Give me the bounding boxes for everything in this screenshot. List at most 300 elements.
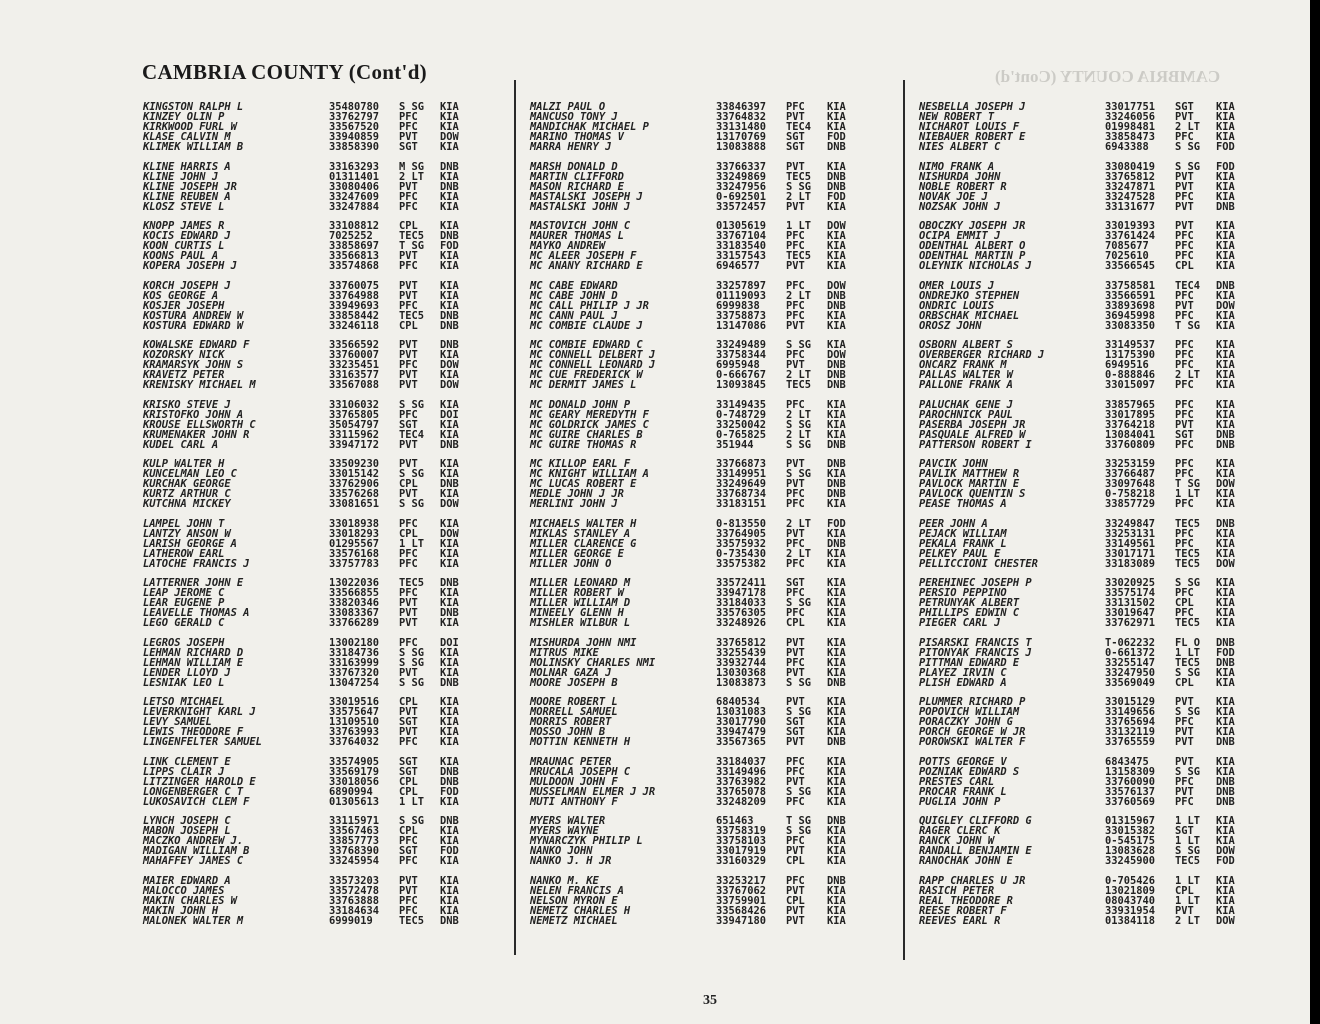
entry-name: OMER LOUIS J bbox=[919, 279, 995, 292]
entry-name: PEKALA FRANK L bbox=[919, 537, 1007, 550]
entry-rank: PFC bbox=[786, 656, 805, 669]
entry-name: NESBELLA JOSEPH J bbox=[919, 101, 1026, 113]
entry-serial: 33183540 bbox=[716, 240, 767, 253]
entry-serial: 33249869 bbox=[716, 170, 767, 183]
entry-status: KIA bbox=[440, 617, 459, 630]
roster-entry bbox=[143, 142, 503, 152]
entry-rank: PVT bbox=[786, 458, 805, 470]
entry-status: KIA bbox=[827, 646, 846, 659]
entry-serial: 33766337 bbox=[716, 160, 767, 173]
entry-status: KIA bbox=[827, 656, 846, 669]
entry-status: KIA bbox=[1216, 309, 1235, 322]
entry-rank: 2 LT bbox=[786, 428, 812, 441]
entry-rank: PFC bbox=[1175, 379, 1194, 392]
entry-status: KIA bbox=[1216, 131, 1235, 144]
entry-rank: SGT bbox=[1175, 825, 1194, 838]
entry-serial: 33115962 bbox=[329, 428, 380, 441]
entry-rank: SGT bbox=[1175, 428, 1194, 441]
entry-name: KIRKWOOD FURL W bbox=[143, 121, 237, 134]
roster-group bbox=[530, 281, 895, 341]
entry-name: MITRUS MIKE bbox=[530, 646, 599, 659]
entry-rank: PVT bbox=[399, 369, 418, 382]
entry-rank: PFC bbox=[786, 765, 805, 778]
entry-name: MICHAELS WALTER H bbox=[530, 517, 637, 530]
entry-serial: 651463 bbox=[716, 815, 754, 827]
entry-rank: 1 LT bbox=[1175, 835, 1201, 848]
roster-group bbox=[530, 221, 895, 281]
entry-name: LEWIS THEODORE F bbox=[143, 726, 244, 739]
entry-serial: 33767062 bbox=[716, 884, 767, 897]
entry-serial: 33245900 bbox=[1105, 855, 1156, 868]
entry-rank: PVT bbox=[399, 617, 418, 630]
entry-serial: 33163999 bbox=[329, 656, 380, 669]
entry-name: KNOPP JAMES R bbox=[143, 220, 225, 232]
entry-rank: PVT bbox=[1175, 736, 1194, 749]
roster-group bbox=[530, 638, 895, 698]
entry-rank: PFC bbox=[786, 488, 805, 501]
entry-name: PEER JOHN A bbox=[919, 517, 988, 530]
entry-status: DNB bbox=[440, 438, 459, 451]
roster-group bbox=[530, 876, 895, 936]
entry-name: PALUCHAK GENE J bbox=[919, 398, 1013, 411]
entry-name: MASTOVICH JOHN C bbox=[530, 220, 631, 232]
entry-serial: 33184736 bbox=[329, 646, 380, 659]
entry-status: DOW bbox=[1216, 557, 1235, 570]
entry-rank: S SG bbox=[1175, 577, 1201, 589]
entry-serial: 33568426 bbox=[716, 904, 767, 917]
entry-rank: 2 LT bbox=[399, 170, 425, 183]
entry-status: KIA bbox=[440, 170, 459, 183]
roster-group bbox=[143, 281, 503, 341]
entry-name: MULDOON JOHN F bbox=[530, 775, 618, 788]
entry-serial: 13109510 bbox=[329, 716, 380, 729]
entry-name: MINEELY GLENN H bbox=[530, 607, 624, 620]
roster-group bbox=[143, 102, 503, 162]
entry-rank: PVT bbox=[1175, 904, 1194, 917]
entry-status: KIA bbox=[440, 220, 459, 232]
entry-serial: 33567520 bbox=[329, 121, 380, 134]
roster-group bbox=[919, 340, 1299, 400]
entry-serial: 33163293 bbox=[329, 160, 380, 173]
entry-name: KINGSTON RALPH L bbox=[143, 101, 244, 113]
entry-status: KIA bbox=[827, 617, 846, 630]
entry-rank: PVT bbox=[399, 597, 418, 610]
entry-status: KIA bbox=[440, 250, 459, 263]
entry-name: NEMETZ CHARLES H bbox=[530, 904, 631, 917]
entry-name: KUDEL CARL A bbox=[143, 438, 219, 451]
roster-group bbox=[919, 459, 1299, 519]
roster-entry bbox=[143, 797, 503, 807]
entry-status: DNB bbox=[1216, 785, 1235, 798]
entry-serial: 01295567 bbox=[329, 537, 380, 550]
entry-serial: 0-666767 bbox=[716, 369, 767, 382]
entry-serial: 36945998 bbox=[1105, 309, 1156, 322]
roster-column-1 bbox=[143, 102, 503, 935]
entry-rank: TEC5 bbox=[1175, 547, 1201, 560]
entry-rank: PVT bbox=[399, 180, 418, 193]
entry-serial: 33017751 bbox=[1105, 101, 1156, 113]
entry-name: PAROCHNICK PAUL bbox=[919, 408, 1013, 421]
entry-name: PETRUNYAK ALBERT bbox=[919, 597, 1020, 610]
entry-name: KUNCELMAN LEO C bbox=[143, 468, 237, 481]
entry-name: MALZI PAUL O bbox=[530, 101, 606, 113]
entry-serial: 7085677 bbox=[1105, 240, 1149, 253]
entry-serial: 33764832 bbox=[716, 111, 767, 124]
entry-status: KIA bbox=[440, 696, 459, 708]
entry-rank: PFC bbox=[399, 736, 418, 749]
entry-name: MASTALSKI JOHN J bbox=[530, 200, 631, 213]
entry-rank: PVT bbox=[1175, 299, 1194, 312]
entry-status: KIA bbox=[827, 716, 846, 729]
entry-rank: CPL bbox=[1175, 597, 1194, 610]
entry-rank: PVT bbox=[1175, 726, 1194, 739]
entry-rank: PFC bbox=[1175, 498, 1194, 511]
entry-status: KIA bbox=[440, 418, 459, 431]
entry-status: KIA bbox=[440, 279, 459, 292]
entry-rank: PVT bbox=[1175, 200, 1194, 213]
entry-serial: 13030368 bbox=[716, 666, 767, 679]
entry-rank: PFC bbox=[399, 547, 418, 560]
entry-serial: 33249649 bbox=[716, 478, 767, 491]
roster-group bbox=[143, 638, 503, 698]
entry-status: KIA bbox=[827, 200, 846, 213]
entry-rank: 1 LT bbox=[399, 537, 425, 550]
entry-rank: T SG bbox=[1175, 319, 1201, 332]
roster-entry bbox=[530, 797, 895, 807]
entry-status: KIA bbox=[440, 736, 459, 749]
entry-rank: PFC bbox=[1175, 349, 1194, 362]
entry-name: NANKO JOHN bbox=[530, 845, 593, 858]
entry-serial: 01998481 bbox=[1105, 121, 1156, 134]
entry-name: PLISH EDWARD A bbox=[919, 676, 1007, 689]
entry-name: KOPERA JOSEPH J bbox=[143, 260, 237, 273]
entry-rank: PFC bbox=[786, 587, 805, 600]
entry-rank: PFC bbox=[399, 111, 418, 124]
entry-rank: PFC bbox=[1175, 587, 1194, 600]
entry-name: MOTTIN KENNETH H bbox=[530, 736, 631, 749]
roster-entry bbox=[143, 618, 503, 628]
entry-name: PITONYAK FRANCIS J bbox=[919, 646, 1032, 659]
entry-serial: 33247956 bbox=[716, 180, 767, 193]
entry-serial: 33760007 bbox=[329, 349, 380, 362]
entry-serial: 13084041 bbox=[1105, 428, 1156, 441]
entry-rank: PFC bbox=[399, 835, 418, 848]
entry-status: KIA bbox=[440, 904, 459, 917]
entry-name: POPOVICH WILLIAM bbox=[919, 706, 1020, 719]
entry-status: KIA bbox=[1216, 359, 1235, 372]
entry-name: KOZORSKY NICK bbox=[143, 349, 225, 362]
roster-group bbox=[143, 816, 503, 876]
entry-rank: PVT bbox=[399, 607, 418, 620]
entry-rank: TEC4 bbox=[786, 121, 812, 134]
entry-name: MC GUIRE THOMAS R bbox=[530, 438, 637, 451]
entry-status: KIA bbox=[440, 299, 459, 312]
entry-rank: S SG bbox=[399, 101, 425, 113]
entry-status: KIA bbox=[1216, 884, 1235, 897]
entry-rank: SGT bbox=[786, 141, 805, 154]
entry-status: DNB bbox=[827, 676, 846, 689]
entry-rank: TEC5 bbox=[399, 309, 425, 322]
entry-serial: 6946577 bbox=[716, 260, 760, 273]
entry-name: KLINE HARRIS A bbox=[143, 160, 231, 173]
entry-rank: PFC bbox=[786, 309, 805, 322]
entry-status: KIA bbox=[440, 835, 459, 848]
entry-name: QUIGLEY CLIFFORD G bbox=[919, 815, 1032, 827]
entry-rank: S SG bbox=[399, 468, 425, 481]
entry-serial: 33250042 bbox=[716, 418, 767, 431]
entry-name: LITZINGER HAROLD E bbox=[143, 775, 256, 788]
entry-rank: PVT bbox=[1175, 418, 1194, 431]
roster-group bbox=[143, 162, 503, 222]
entry-status: DOW bbox=[827, 349, 846, 362]
entry-rank: PFC bbox=[786, 398, 805, 411]
entry-name: MAKIN JOHN H bbox=[143, 904, 219, 917]
entry-rank: PVT bbox=[399, 438, 418, 451]
roster-entry bbox=[530, 559, 895, 569]
entry-name: MEDLE JOHN J JR bbox=[530, 488, 624, 501]
bleed-through-title: CAMBRIA COUNTY (Cont'd) bbox=[995, 67, 1221, 86]
roster-entry bbox=[143, 678, 503, 688]
entry-serial: 33766487 bbox=[1105, 468, 1156, 481]
entry-name: PUGLIA JOHN P bbox=[919, 795, 1001, 808]
entry-rank: TEC5 bbox=[1175, 855, 1201, 868]
entry-status: KIA bbox=[1216, 537, 1235, 550]
entry-name: KOCIS EDWARD J bbox=[143, 230, 231, 243]
entry-name: LEHMAN WILLIAM E bbox=[143, 656, 244, 669]
entry-name: NIEBAUER ROBERT E bbox=[919, 131, 1026, 144]
entry-rank: PFC bbox=[1175, 468, 1194, 481]
entry-name: LEVERKNIGHT KARL J bbox=[143, 706, 256, 719]
entry-status: DNB bbox=[827, 488, 846, 501]
entry-name: PERSIO PEPPINO bbox=[919, 587, 1007, 600]
entry-status: KIA bbox=[827, 775, 846, 788]
entry-serial: 33760090 bbox=[1105, 775, 1156, 788]
entry-rank: PFC bbox=[1175, 240, 1194, 253]
entry-serial: 33017171 bbox=[1105, 547, 1156, 560]
entry-serial: 13021809 bbox=[1105, 884, 1156, 897]
entry-serial: 33572411 bbox=[716, 577, 767, 589]
entry-status: KIA bbox=[827, 577, 846, 589]
entry-serial: 33940859 bbox=[329, 131, 380, 144]
entry-name: RANCK JOHN W bbox=[919, 835, 995, 848]
entry-serial: 33249489 bbox=[716, 339, 767, 351]
entry-serial: 6949516 bbox=[1105, 359, 1149, 372]
entry-status: FOD bbox=[1216, 160, 1235, 173]
entry-status: KIA bbox=[827, 408, 846, 421]
entry-serial: 33115971 bbox=[329, 815, 380, 827]
entry-rank: CPL bbox=[399, 785, 418, 798]
entry-serial: 33764905 bbox=[716, 527, 767, 540]
roster-group bbox=[530, 162, 895, 222]
entry-name: NEW ROBERT T bbox=[919, 111, 995, 124]
entry-rank: S SG bbox=[786, 339, 812, 351]
entry-name: MC KILLOP EARL F bbox=[530, 458, 631, 470]
entry-serial: 33247950 bbox=[1105, 666, 1156, 679]
entry-name: NOZSAK JOHN J bbox=[919, 200, 1001, 213]
entry-status: KIA bbox=[1216, 894, 1235, 907]
entry-serial: 33858390 bbox=[329, 141, 380, 154]
entry-serial: 33947479 bbox=[716, 726, 767, 739]
entry-status: DNB bbox=[1216, 795, 1235, 808]
entry-name: LEGO GERALD C bbox=[143, 617, 225, 630]
entry-serial: 33019516 bbox=[329, 696, 380, 708]
entry-rank: PFC bbox=[399, 359, 418, 372]
entry-name: PASERBA JOSEPH JR bbox=[919, 418, 1026, 431]
entry-name: LESNIAK LEO L bbox=[143, 676, 225, 689]
entry-serial: 13002180 bbox=[329, 636, 380, 649]
entry-serial: 33567088 bbox=[329, 379, 380, 392]
entry-rank: PFC bbox=[786, 299, 805, 312]
entry-serial: 33184033 bbox=[716, 597, 767, 610]
entry-status: KIA bbox=[827, 884, 846, 897]
entry-rank: SGT bbox=[786, 726, 805, 739]
entry-name: PEREHINEC JOSEPH P bbox=[919, 577, 1032, 589]
entry-serial: 33757783 bbox=[329, 557, 380, 570]
entry-serial: 33566592 bbox=[329, 339, 380, 351]
roster-entry bbox=[530, 261, 895, 271]
roster-entry bbox=[919, 202, 1299, 212]
entry-serial: 33247871 bbox=[1105, 180, 1156, 193]
entry-status: KIA bbox=[1216, 696, 1235, 708]
entry-status: DNB bbox=[440, 577, 459, 589]
entry-rank: S SG bbox=[786, 706, 812, 719]
entry-rank: S SG bbox=[786, 180, 812, 193]
entry-status: KIA bbox=[827, 855, 846, 868]
entry-status: FOD bbox=[440, 845, 459, 858]
entry-name: MILLER GEORGE E bbox=[530, 547, 624, 560]
entry-status: KIA bbox=[440, 646, 459, 659]
entry-serial: 33762906 bbox=[329, 478, 380, 491]
entry-status: KIA bbox=[1216, 607, 1235, 620]
entry-name: PAVLOCK MARTIN E bbox=[919, 478, 1020, 491]
entry-name: MC GUIRE CHARLES B bbox=[530, 428, 643, 441]
entry-serial: 0-758218 bbox=[1105, 488, 1156, 501]
entry-status: KIA bbox=[1216, 398, 1235, 411]
entry-serial: 33097648 bbox=[1105, 478, 1156, 491]
entry-rank: PFC bbox=[786, 349, 805, 362]
entry-serial: 33080419 bbox=[1105, 160, 1156, 173]
entry-serial: 33857773 bbox=[329, 835, 380, 848]
entry-name: MIKLAS STANLEY A bbox=[530, 527, 631, 540]
entry-status: KIA bbox=[1216, 349, 1235, 362]
roster-group bbox=[919, 578, 1299, 638]
entry-rank: PFC bbox=[786, 537, 805, 550]
entry-serial: 33248926 bbox=[716, 617, 767, 630]
entry-name: KINZEY OLIN P bbox=[143, 111, 225, 124]
entry-serial: 33569179 bbox=[329, 765, 380, 778]
entry-status: KIA bbox=[440, 101, 459, 113]
entry-rank: FL O bbox=[1175, 636, 1201, 649]
entry-status: KIA bbox=[1216, 250, 1235, 263]
entry-rank: PVT bbox=[399, 379, 418, 392]
entry-serial: 33020925 bbox=[1105, 577, 1156, 589]
entry-rank: PFC bbox=[1175, 339, 1194, 351]
entry-rank: PVT bbox=[786, 914, 805, 927]
entry-serial: 33567365 bbox=[716, 736, 767, 749]
entry-status: KIA bbox=[1216, 379, 1235, 392]
entry-status: DNB bbox=[827, 369, 846, 382]
entry-serial: 33569049 bbox=[1105, 676, 1156, 689]
entry-status: DNB bbox=[1216, 428, 1235, 441]
entry-serial: 33768734 bbox=[716, 488, 767, 501]
entry-status: KIA bbox=[1216, 547, 1235, 560]
entry-status: KIA bbox=[440, 121, 459, 134]
entry-rank: PFC bbox=[1175, 359, 1194, 372]
entry-serial: 33765812 bbox=[716, 636, 767, 649]
entry-name: MC DERMIT JAMES L bbox=[530, 379, 637, 392]
entry-status: KIA bbox=[440, 398, 459, 411]
roster-entry bbox=[919, 559, 1299, 569]
roster-entry bbox=[919, 856, 1299, 866]
entry-status: KIA bbox=[827, 428, 846, 441]
entry-name: MALOCCO JAMES bbox=[143, 884, 225, 897]
entry-status: DNB bbox=[1216, 656, 1235, 669]
entry-name: MILLER JOHN O bbox=[530, 557, 612, 570]
entry-rank: PVT bbox=[786, 845, 805, 858]
entry-rank: 1 LT bbox=[1175, 815, 1201, 827]
entry-serial: 33575174 bbox=[1105, 587, 1156, 600]
entry-name: KLINE REUBEN A bbox=[143, 190, 231, 203]
entry-rank: PFC bbox=[786, 230, 805, 243]
entry-name: MOLINSKY CHARLES NMI bbox=[530, 656, 656, 669]
entry-serial: 33576137 bbox=[1105, 785, 1156, 798]
entry-name: MC CONNELL DELBERT J bbox=[530, 349, 656, 362]
entry-rank: 2 LT bbox=[786, 408, 812, 421]
entry-serial: 6943388 bbox=[1105, 141, 1149, 154]
entry-name: OCIPA EMMIT J bbox=[919, 230, 1001, 243]
entry-status: KIA bbox=[827, 666, 846, 679]
entry-rank: S SG bbox=[1175, 845, 1201, 858]
entry-status: DNB bbox=[440, 230, 459, 243]
entry-name: MYERS WAYNE bbox=[530, 825, 599, 838]
entry-serial: 01384118 bbox=[1105, 914, 1156, 927]
entry-rank: PVT bbox=[786, 111, 805, 124]
entry-serial: 33131502 bbox=[1105, 597, 1156, 610]
entry-rank: PVT bbox=[399, 884, 418, 897]
entry-rank: PFC bbox=[786, 835, 805, 848]
roster-group bbox=[143, 221, 503, 281]
entry-rank: S SG bbox=[786, 825, 812, 838]
entry-name: MYNARCZYK PHILIP L bbox=[530, 835, 643, 848]
entry-status: FOD bbox=[827, 517, 846, 530]
entry-status: KIA bbox=[1216, 170, 1235, 183]
entry-name: MAKIN CHARLES W bbox=[143, 894, 237, 907]
roster-entry bbox=[919, 916, 1299, 926]
entry-status: KIA bbox=[1216, 190, 1235, 203]
entry-status: KIA bbox=[440, 884, 459, 897]
entry-serial: 33080406 bbox=[329, 180, 380, 193]
entry-rank: PVT bbox=[786, 884, 805, 897]
entry-serial: 33245954 bbox=[329, 855, 380, 868]
entry-rank: 1 LT bbox=[1175, 874, 1201, 887]
entry-rank: 2 LT bbox=[786, 369, 812, 382]
entry-serial: 33253217 bbox=[716, 874, 767, 887]
roster-entry bbox=[530, 142, 895, 152]
entry-name: PORACZKY JOHN G bbox=[919, 716, 1013, 729]
entry-name: OBOCZKY JOSEPH JR bbox=[919, 220, 1026, 232]
entry-serial: 33765559 bbox=[1105, 736, 1156, 749]
entry-name: POROWSKI WALTER F bbox=[919, 736, 1026, 749]
entry-serial: 33576305 bbox=[716, 607, 767, 620]
entry-serial: 33255439 bbox=[716, 646, 767, 659]
entry-serial: 351944 bbox=[716, 438, 754, 451]
entry-name: KOSTURA EDWARD W bbox=[143, 319, 244, 332]
entry-status: KIA bbox=[1216, 527, 1235, 540]
entry-serial: 33576268 bbox=[329, 488, 380, 501]
entry-name: MC GOLDRICK JAMES C bbox=[530, 418, 649, 431]
entry-serial: 33019393 bbox=[1105, 220, 1156, 232]
entry-status: KIA bbox=[827, 825, 846, 838]
